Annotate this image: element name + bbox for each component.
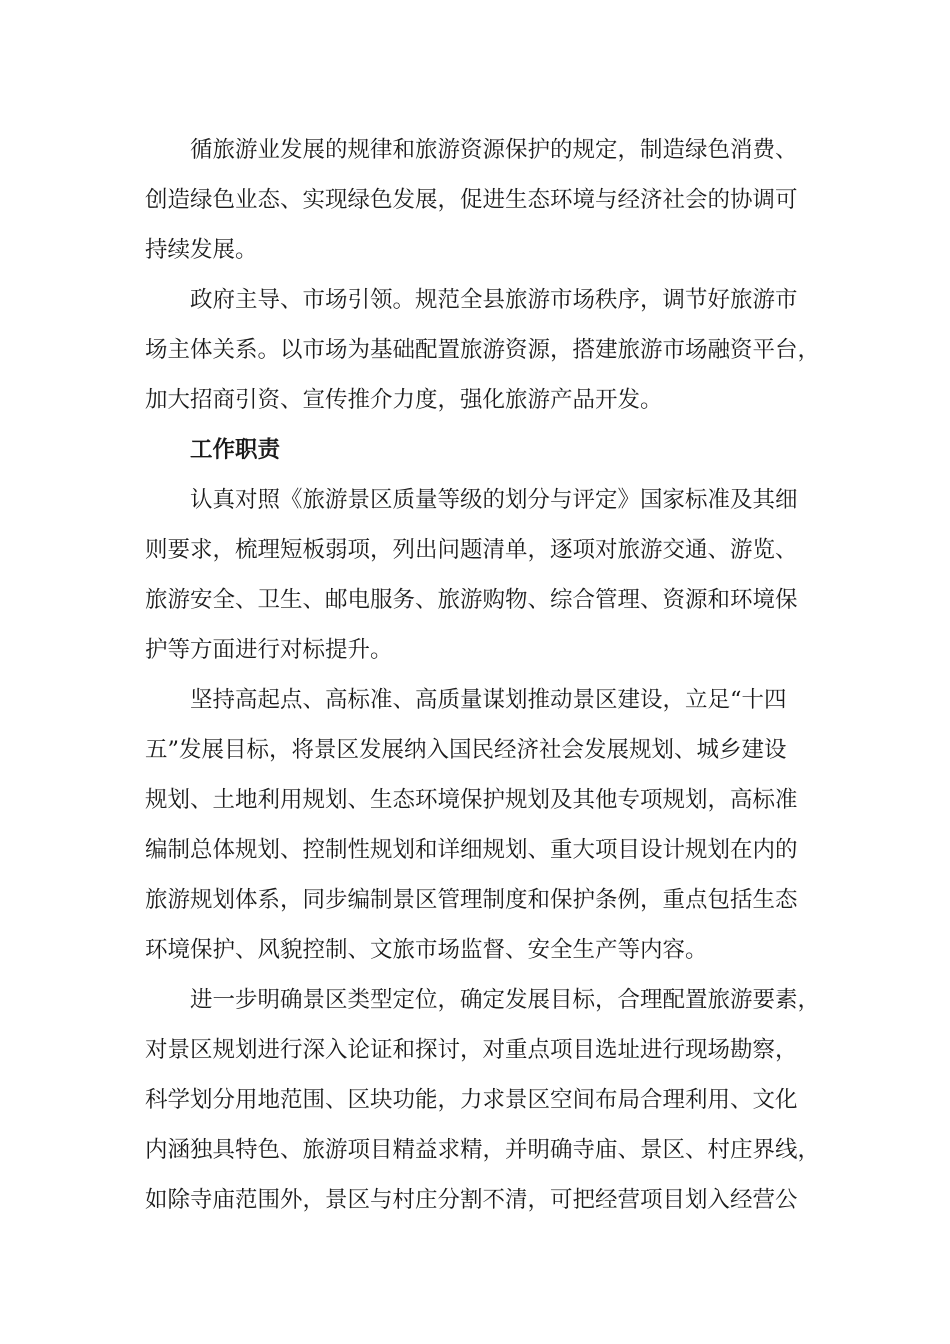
text-line xyxy=(0,1085,950,1135)
text-line-content: 旅游安全、卫生、邮电服务、旅游购物、综合管理、资源和环境保 xyxy=(145,587,798,613)
text-line xyxy=(0,535,950,585)
section-heading xyxy=(0,435,950,485)
text-line xyxy=(0,635,950,685)
text-line xyxy=(0,185,950,235)
text-line xyxy=(0,585,950,635)
text-line xyxy=(0,385,950,435)
text-line-content: 内涵独具特色、旅游项目精益求精，并明确寺庙、景区、村庄界线， xyxy=(145,1137,821,1163)
text-line xyxy=(0,135,950,185)
text-line-content: 坚持高起点、高标准、高质量谋划推动景区建设，立足“十四 xyxy=(190,687,787,713)
text-line-content: 规划、土地利用规划、生态环境保护规划及其他专项规划，高标准 xyxy=(145,787,798,813)
text-line-content: 持续发展。 xyxy=(145,237,258,263)
text-line xyxy=(0,1135,950,1185)
text-line-content: 如除寺庙范围外，景区与村庄分割不清，可把经营项目划入经营公 xyxy=(145,1187,798,1213)
text-line xyxy=(0,935,950,985)
text-line-content: 对景区规划进行深入论证和探讨，对重点项目选址进行现场勘察， xyxy=(145,1037,798,1063)
text-line-content: 科学划分用地范围、区块功能，力求景区空间布局合理利用、文化 xyxy=(145,1087,798,1113)
text-line xyxy=(0,685,950,735)
text-line-content: 五”发展目标，将景区发展纳入国民经济社会发展规划、城乡建设 xyxy=(145,737,787,763)
text-line-content: 编制总体规划、控制性规划和详细规划、重大项目设计规划在内的 xyxy=(145,837,798,863)
text-line-content: 认真对照《旅游景区质量等级的划分与评定》国家标准及其细 xyxy=(190,487,798,513)
text-line xyxy=(0,1185,950,1235)
text-line-content: 政府主导、市场引领。规范全县旅游市场秩序，调节好旅游市 xyxy=(190,287,798,313)
text-line-content: 则要求，梳理短板弱项，列出问题清单，逐项对旅游交通、游览、 xyxy=(145,537,798,563)
text-line xyxy=(0,335,950,385)
text-line xyxy=(0,985,950,1035)
text-line-content: 加大招商引资、宣传推介力度，强化旅游产品开发。 xyxy=(145,387,663,413)
text-line xyxy=(0,485,950,535)
text-line xyxy=(0,285,950,335)
text-line xyxy=(0,735,950,785)
section-heading-text: 工作职责 xyxy=(190,437,281,463)
text-line xyxy=(0,835,950,885)
text-line-content: 进一步明确景区类型定位，确定发展目标，合理配置旅游要素， xyxy=(190,987,821,1013)
text-line-content: 护等方面进行对标提升。 xyxy=(145,637,393,663)
text-line-content: 创造绿色业态、实现绿色发展，促进生态环境与经济社会的协调可 xyxy=(145,187,798,213)
text-line xyxy=(0,235,950,285)
text-line-content: 环境保护、风貌控制、文旅市场监督、安全生产等内容。 xyxy=(145,937,708,963)
text-line-content: 场主体关系。以市场为基础配置旅游资源，搭建旅游市场融资平台， xyxy=(145,337,821,363)
text-line xyxy=(0,1035,950,1085)
text-line-content: 循旅游业发展的规律和旅游资源保护的规定，制造绿色消费、 xyxy=(190,137,798,163)
text-line-content: 旅游规划体系，同步编制景区管理制度和保护条例，重点包括生态 xyxy=(145,887,798,913)
text-line xyxy=(0,885,950,935)
text-line xyxy=(0,785,950,835)
